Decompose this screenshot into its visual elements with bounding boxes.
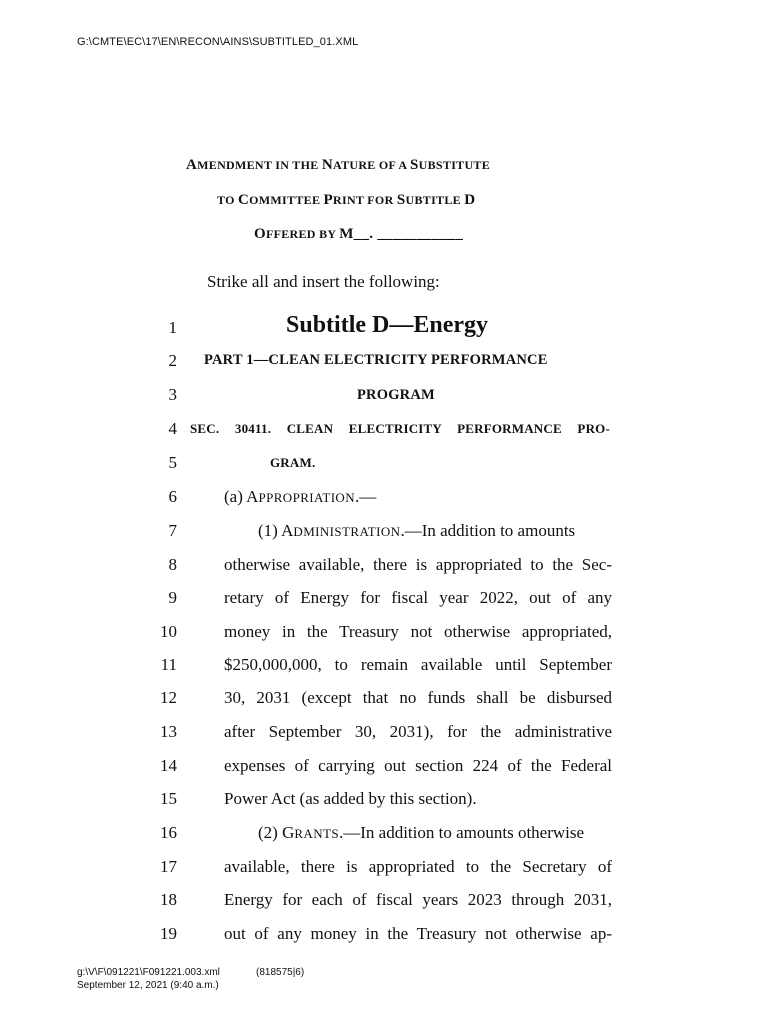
line-number: 5 (168, 453, 177, 472)
line-number: 9 (168, 588, 177, 607)
heading-text: FFERED BY (265, 227, 340, 241)
line-number: 13 (160, 722, 177, 741)
body-line: Energy for each of fiscal years 2023 through 2031, (224, 890, 612, 909)
line-number: 16 (160, 823, 177, 842)
line-number: 10 (160, 622, 177, 641)
heading-text: C (238, 192, 250, 208)
body-line: $250,000,000, to remain available until September (224, 655, 612, 674)
heading-text: OMMITTEE (249, 193, 324, 207)
text: .—In addition to amounts otherwise (338, 823, 585, 842)
line-number: 12 (160, 688, 177, 707)
section-heading-continued: GRAM. (270, 455, 316, 470)
paragraph-2-heading (258, 823, 584, 843)
amendment-heading-line-3 (254, 226, 463, 243)
footer-date: September 12, 2021 (9:40 a.m.) (77, 980, 219, 991)
heading-text: P (323, 192, 334, 208)
body-line: out of any money in the Treasury not otherwise ap- (224, 924, 612, 943)
subsection-a-heading (224, 487, 376, 507)
text: DMINISTRATION (293, 524, 401, 539)
strike-instruction: Strike all and insert the following: (207, 272, 440, 291)
part-heading-continued: PROGRAM (357, 387, 435, 403)
file-path-header: G:\CMTE\EC\17\EN\RECON\AINS\SUBTITLED_01.XML (77, 36, 359, 48)
line-number: 11 (160, 655, 177, 674)
body-line: available, there is appropriated to the Secretary of (224, 857, 612, 876)
line-number: 2 (168, 351, 177, 370)
body-line: retary of Energy for fiscal year 2022, out of any (224, 588, 612, 607)
body-line: after September 30, 2031), for the administrative (224, 722, 612, 741)
heading-text: ATURE OF A (333, 158, 410, 172)
text: (a) A (224, 487, 259, 506)
section-heading: SEC. 30411. CLEAN ELECTRICITY PERFORMANCE PRO- (190, 421, 610, 436)
text: (2) G (258, 823, 295, 842)
amendment-heading-line-2 (217, 192, 475, 209)
line-number: 17 (160, 857, 177, 876)
line-number: 14 (160, 756, 177, 775)
heading-text: A (186, 157, 198, 173)
text: (1) A (258, 521, 294, 540)
heading-text: TO (217, 193, 239, 207)
line-number: 6 (168, 487, 177, 506)
line-number: 19 (160, 924, 177, 943)
text: .— (355, 487, 377, 506)
heading-text: MENDMENT IN THE (197, 158, 322, 172)
body-line: expenses of carrying out section 224 of the Federal (224, 756, 612, 775)
line-number: 8 (168, 555, 177, 574)
line-number: 18 (160, 890, 177, 909)
heading-text: UBSTITUTE (418, 158, 491, 172)
heading-text: O (254, 226, 266, 242)
line-number: 4 (168, 419, 177, 438)
heading-text: N (321, 157, 333, 173)
subtitle-heading: Subtitle D—Energy (286, 312, 489, 338)
heading-text: D (464, 192, 476, 208)
amendment-heading-line-1 (186, 157, 490, 174)
line-number: 15 (160, 789, 177, 808)
body-line: money in the Treasury not otherwise appropriated, (224, 622, 612, 641)
heading-text: M__. ___________ (339, 226, 464, 242)
line-number: 7 (168, 521, 177, 540)
footer-file-path: g:\V\F\091221\F091221.003.xml (77, 967, 220, 978)
heading-text: S (396, 192, 406, 208)
footer-code: (818575|6) (256, 967, 305, 978)
text: RANTS (294, 826, 339, 841)
text: .—In addition to amounts (400, 521, 576, 540)
heading-text: RINT FOR (333, 193, 397, 207)
heading-text: S (409, 157, 419, 173)
text: PPROPRIATION (258, 490, 356, 505)
heading-text: UBTITLE (405, 193, 465, 207)
body-line: otherwise available, there is appropriated to the Sec- (224, 555, 612, 574)
line-number: 1 (168, 318, 177, 337)
part-heading: PART 1—CLEAN ELECTRICITY PERFORMANCE (204, 352, 548, 368)
body-line: 30, 2031 (except that no funds shall be disbursed (224, 688, 612, 707)
body-line: Power Act (as added by this section). (224, 789, 477, 808)
line-number: 3 (168, 385, 177, 404)
paragraph-1-heading (258, 521, 612, 541)
